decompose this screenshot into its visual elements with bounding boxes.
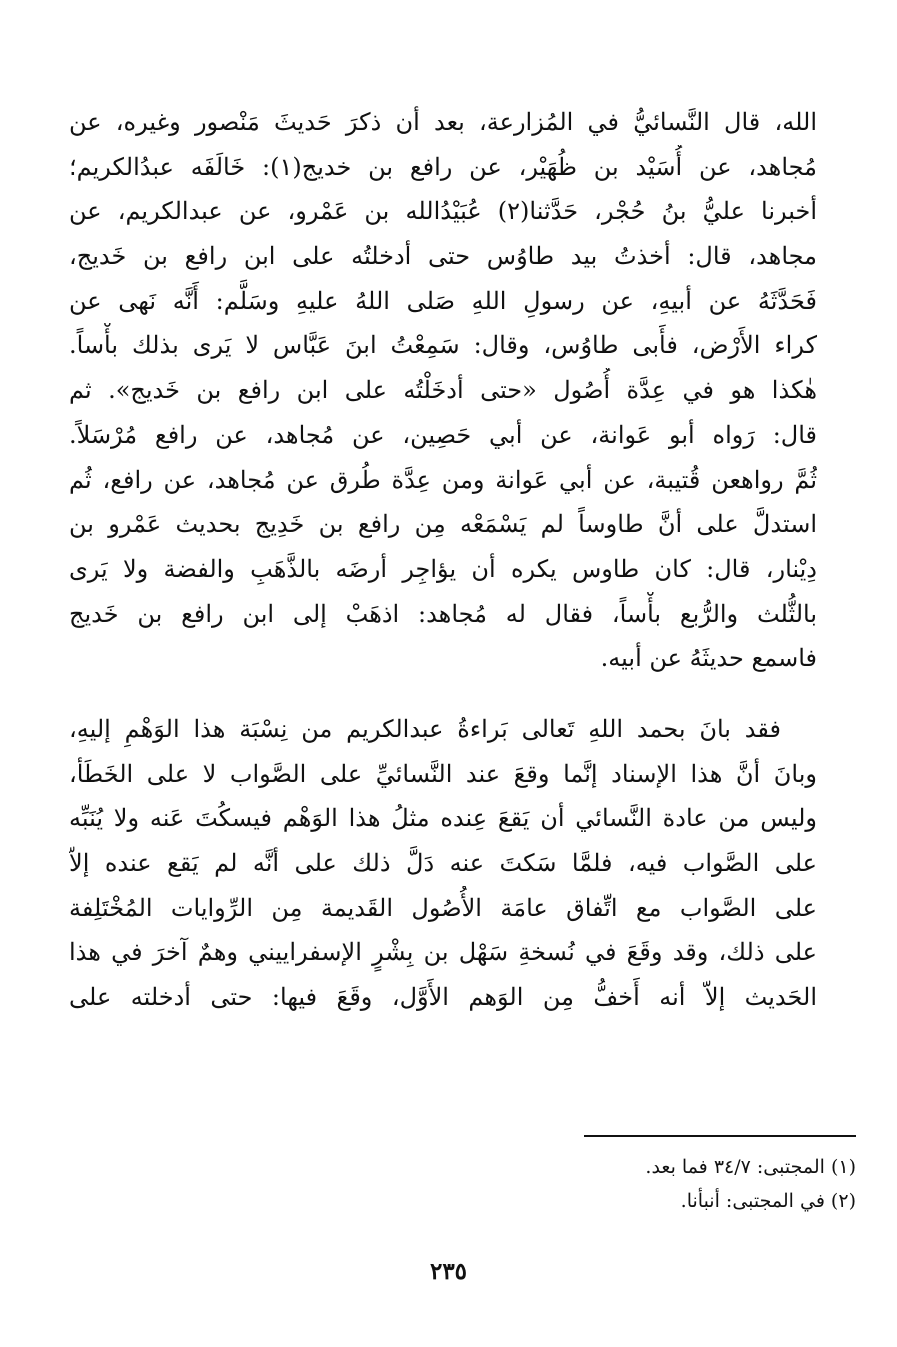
text-line: هٰكذا هو في عِدَّة أُصُول «حتى أدخَلْتُه على ابن رافع بن خَديج». ثم — [69, 376, 817, 405]
text-line: قال: رَواه أبو عَوانة، عن أبي حَصِين، عن مُجاهد، عن رافع مُرْسَلاً. — [69, 420, 817, 449]
paragraph-spacer — [69, 681, 817, 707]
text-line: كراء الأَرْض، فأَبى طاوُس، وقال: سَمِعْتُ ابنَ عَبَّاس لا يَرى بذلك بأْساً. — [69, 331, 817, 360]
text-line: بالثُّلث والرُّبع بأْساً، فقال له مُجاهد: اذهَبْ إلى ابن رافع بن خَديج — [69, 599, 817, 628]
footnote-1: (١) المجتبى: ٣٤/٧ فما بعد. — [645, 1156, 856, 1178]
text-line: على ذلك، وقد وقَعَ في نُسخةِ سَهْل بن بِشْرٍ الإسفراييني وهمٌ آخرَ في هذا — [69, 938, 817, 967]
page-number: ٢٣٥ — [429, 1258, 468, 1285]
paragraph-1 — [69, 100, 817, 681]
footnote-divider — [584, 1135, 856, 1137]
text-line: على الصَّواب فيه، فلمَّا سَكتَ عنه دَلَّ ذلك على أنَّه لم يَقع عنده إلاّ — [69, 849, 817, 877]
text-line: وبانَ أنَّ هذا الإسناد إنَّما وقعَ عند النَّسائيِّ على الصَّواب لا على الخَطَأ، — [69, 759, 817, 788]
text-line: الحَديث إلاّ أنه أَخفُّ مِن الوَهم الأَوَّل، وقَعَ فيها: حتى أدخلته على — [69, 983, 817, 1012]
text-line: مُجاهد، عن أُسَيْد بن ظُهَيْر، عن رافع بن خديج(١): خَالَفَه عبدُالكريم؛ — [69, 152, 817, 181]
text-line: الله، قال النَّسائيُّ في المُزارعة، بعد أن ذكرَ حَديثَ مَنْصور وغيره، عن — [69, 108, 817, 136]
text-line: ثُمَّ رواهعن قُتيبة، عن أبي عَوانة ومن عِدَّة طُرق عن مُجاهد، عن رافع، ثُم — [69, 465, 817, 494]
text-line: على الصَّواب مع اتِّفاق عامَة الأُصُول القَديمة مِن الرِّوايات المُخْتَلِفة — [69, 893, 817, 922]
text-line: فَحَدَّثَهُ عن أبيهِ، عن رسولِ اللهِ صَلى اللهُ عليهِ وسَلَّم: أَنَّه نَهى عن — [69, 286, 817, 315]
text-line: وليس من عادة النَّسائي أن يَقعَ عِنده مثلُ هذا الوَهْم فيسكُتَ عَنه ولا يُنَبِّه — [69, 804, 817, 833]
text-line: مجاهد، قال: أخذتُ بيد طاوُس حتى أدخلتُه على ابن رافع بن خَديج، — [69, 242, 817, 271]
text-line: دِيْنار، قال: كان طاوس يكره أن يؤاجِر أرضَه بالذَّهَبِ والفضة ولا يَرى — [69, 554, 817, 583]
footnotes — [456, 1150, 856, 1218]
text-line: فاسمع حديثَهُ عن أبيه. — [600, 644, 817, 673]
text-line: استدلَّ على أنَّ طاوساً لم يَسْمَعْه مِن رافع بن خَدِيج بحديث عَمْرو بن — [69, 510, 817, 539]
footnote-2: (٢) في المجتبى: أنبأنا. — [680, 1190, 856, 1212]
text-line: أخبرنا عليُّ بنُ حُجْر، حَدَّثنا(٢) عُبَيْدُالله بن عَمْرو، عن عبدالكريم، عن — [69, 197, 817, 226]
text-line: فقد بانَ بحمد اللهِ تَعالى بَراءةُ عبدالكريم من نِسْبَة هذا الوَهْمِ إليهِ، — [69, 714, 781, 743]
paragraph-2 — [69, 707, 817, 1020]
main-text — [69, 100, 817, 1020]
